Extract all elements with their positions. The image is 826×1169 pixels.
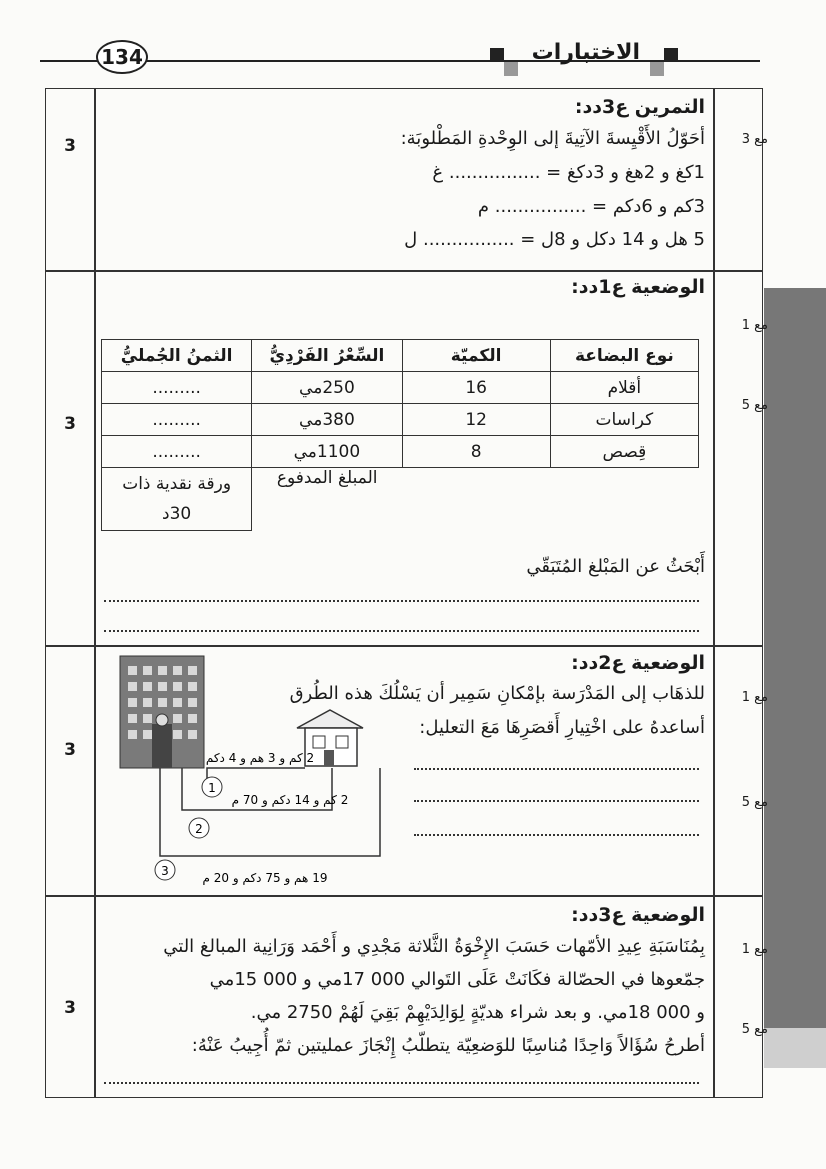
column-header: نوع البضاعة <box>550 340 698 372</box>
item-cell: كراسات <box>550 404 698 436</box>
score-value: 3 <box>64 414 76 434</box>
price-cell: 380مي <box>252 404 402 436</box>
situation-text: جمّعوها في الحصّالة فكَانَتْ عَلَى التَوالي 000 17مي و 000 15مي <box>209 969 705 990</box>
situation-text: للذهَاب إلى المَدْرَسة بإمْكانِ سَمِير أن يَسْلُكَ هذه الطُرق <box>289 683 705 704</box>
paid-label: المبلغ المدفوع <box>276 468 378 488</box>
row-divider <box>45 645 763 647</box>
situation-text: أساعدهُ على اخْتِيارِ أَقصَرِهَا مَعَ التعليل: <box>419 717 705 738</box>
answer-line[interactable] <box>104 600 699 602</box>
header-square-icon <box>504 62 518 76</box>
page-number: 134 <box>96 40 148 74</box>
route-number: 2 <box>195 822 203 836</box>
route-3-path <box>160 768 380 856</box>
route-number: 3 <box>161 864 169 878</box>
score-value: 3 <box>64 136 76 156</box>
routes <box>160 768 380 856</box>
criterion-label: مع 1 <box>741 318 768 333</box>
item-cell: قِصص <box>550 436 698 468</box>
total-cell[interactable]: ......... <box>102 372 252 404</box>
total-cell[interactable]: ......... <box>102 404 252 436</box>
exercise-title: التمرين ع3دد: <box>574 96 705 118</box>
price-cell: 1100مي <box>252 436 402 468</box>
score-value: 3 <box>64 998 76 1018</box>
answer-line[interactable] <box>414 800 699 802</box>
table-row <box>102 404 699 436</box>
item-cell: أقلام <box>550 372 698 404</box>
criterion-label: مع 5 <box>741 1022 768 1037</box>
row-divider <box>45 895 763 897</box>
route-1-label: 2 كم و 3 هم و 4 دكم <box>205 751 315 765</box>
table-row <box>102 372 699 404</box>
situation-title: الوضعية ع2دد: <box>571 652 705 674</box>
products-table <box>101 339 699 531</box>
answer-line[interactable] <box>104 1082 699 1084</box>
score-value: 3 <box>64 740 76 760</box>
criterion-label: مع 1 <box>741 942 768 957</box>
qty-cell: 8 <box>402 436 550 468</box>
page-title: الاختبارات <box>531 40 640 65</box>
price-cell: 250مي <box>252 372 402 404</box>
criterion-label: مع 3 <box>741 132 768 147</box>
column-header: السِّعْرُ الفَرْدِيُّ <box>252 340 402 372</box>
header-square-icon <box>490 48 504 62</box>
total-cell[interactable]: ......... <box>102 436 252 468</box>
answer-line[interactable] <box>414 768 699 770</box>
qty-cell: 12 <box>402 404 550 436</box>
criterion-label: مع 1 <box>741 690 768 705</box>
table-header-row <box>102 340 699 372</box>
route-3-label: 19 هم و 75 دكم و 20 م <box>202 871 328 885</box>
route-2-label: 2 كم و 14 دكم و 70 م <box>231 793 349 807</box>
table-row <box>102 436 699 468</box>
route-number: 1 <box>208 781 216 795</box>
question-text: أَبْحَثُ عن المَبْلغ المُتَبَقّي <box>526 556 705 577</box>
exercise-instruction: أحَوّلُ الأَقْيِسةَ الآتِيةَ إلى الوِحْدةِ المَطْلوبَة: <box>400 128 705 149</box>
routes-diagram <box>110 650 410 890</box>
side-tab <box>764 288 826 1028</box>
header-square-icon <box>664 48 678 62</box>
situation-text: بِمُنَاسَبَةِ عِيدِ الأمّهات حَسَبَ الإِخْوَةُ الثَّلاثة مَجْدِي و أَحْمَد وَرَانِية المبالغ التي <box>163 936 705 957</box>
column-header: الثمنُ الجُمليُّ <box>102 340 252 372</box>
situation-title: الوضعية ع1دد: <box>571 276 705 298</box>
answer-line[interactable] <box>414 834 699 836</box>
conversion-line: 5 هل و 14 دكل و 8ل = ................ ل <box>404 229 705 250</box>
row-divider <box>45 270 763 272</box>
criterion-label: مع 5 <box>741 398 768 413</box>
side-tab-light <box>764 1028 826 1068</box>
conversion-line: 3كم و 6دكم = ................ م <box>477 196 705 217</box>
situation-text: و 000 18مي. و بعد شراء هديّةٍ لِوَالِدَيْهِمْ بَقِيَ لَهُمْ 2750 مي. <box>250 1002 705 1023</box>
situation-title: الوضعية ع3دد: <box>571 904 705 926</box>
situation-text: أطرحُ سُؤَالاً وَاحِدًا مُناسِبًا للوَضعِيّة يتطلّبُ إِنْجَازَ عمليتين ثمّ أُجِيبُ عَنْهُ: <box>191 1035 705 1056</box>
table-row <box>102 468 699 531</box>
answer-line[interactable] <box>104 630 699 632</box>
criteria-column-divider <box>713 88 715 1098</box>
qty-cell: 16 <box>402 372 550 404</box>
school-building-icon <box>120 656 204 768</box>
paid-value-line: ورقة نقدية ذات <box>122 474 232 494</box>
column-header: الكميّة <box>402 340 550 372</box>
paid-value-cell <box>102 468 252 531</box>
header-square-icon <box>650 62 664 76</box>
conversion-line: 1كغ و 2هغ و 3دكغ = ................ غ <box>432 162 705 183</box>
score-column-divider <box>94 88 96 1098</box>
criterion-label: مع 5 <box>741 795 768 810</box>
paid-value-line: 30د <box>162 504 192 524</box>
